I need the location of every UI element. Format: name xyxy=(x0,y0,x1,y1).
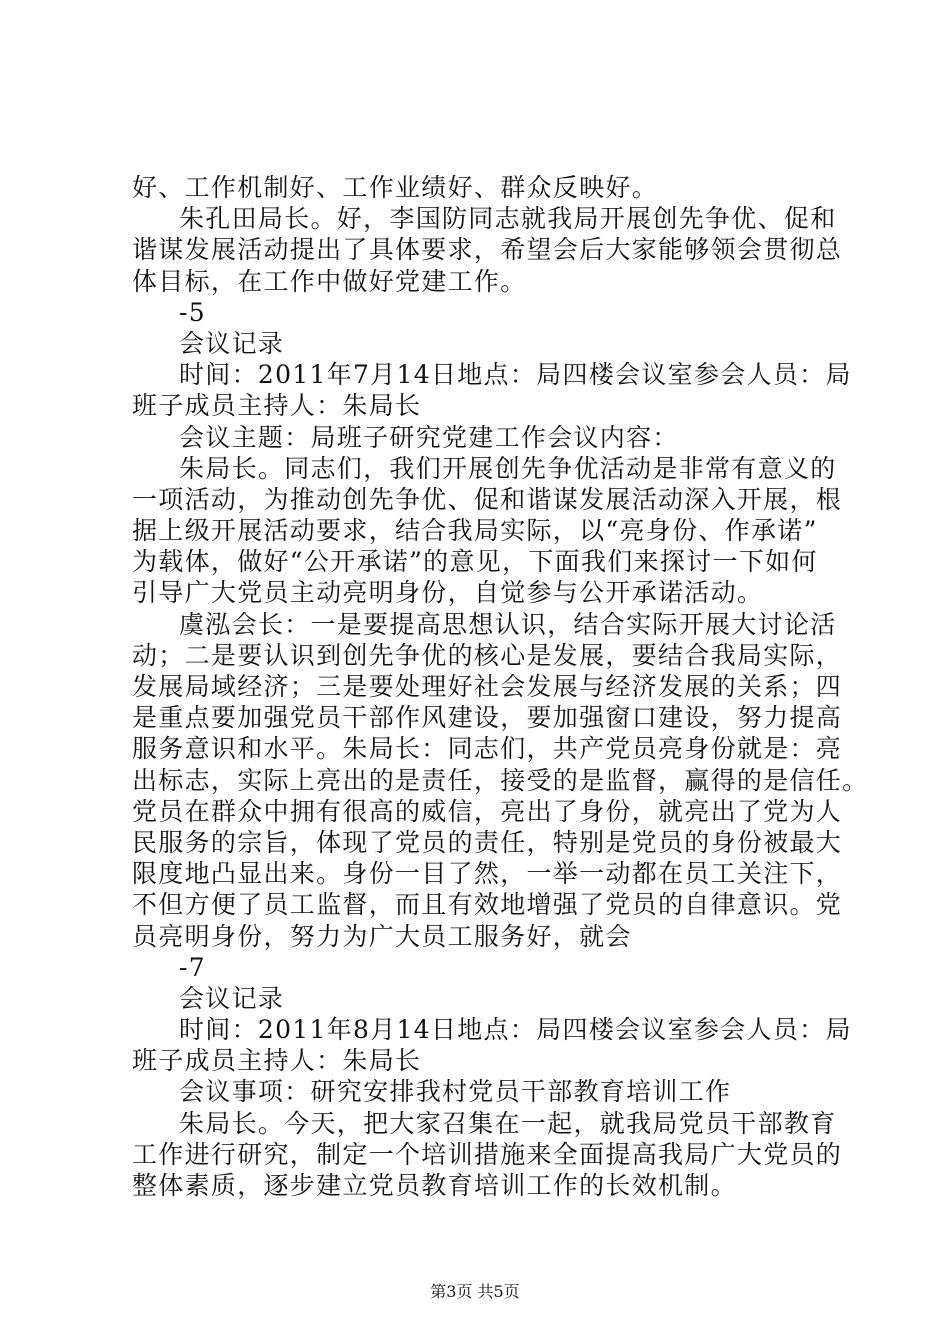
section-heading: 会议记录 xyxy=(179,328,285,358)
text-line: 时间：2011年8月14日地点：局四楼会议室参会人员：局 xyxy=(179,1015,852,1045)
text-line: 朱局长。同志们，我们开展创先争优活动是非常有意义的 xyxy=(179,453,837,483)
page-footer: 第3页 共5页 xyxy=(430,1282,520,1301)
text-line: 为载体，做好“公开承诺”的意见，下面我们来探讨一下如何 xyxy=(132,547,818,577)
text-line: 体目标，在工作中做好党建工作。 xyxy=(132,266,527,296)
text-line: 出标志，实际上亮出的是责任，接受的是监督，赢得的是信任。 xyxy=(132,765,869,795)
text-line: 班子成员主持人：朱局长 xyxy=(132,391,422,421)
text-line: 工作进行研究，制定一个培训措施来全面提高我局广大党员的 xyxy=(132,1139,843,1169)
text-line: 不但方便了员工监督，而且有效地增强了党员的自律意识。党 xyxy=(132,890,843,920)
page-marker: -7 xyxy=(179,952,206,982)
text-line: 时间：2011年7月14日地点：局四楼会议室参会人员：局 xyxy=(179,360,852,390)
text-line: 限度地凸显出来。身份一目了然，一举一动都在员工关注下， xyxy=(132,859,843,889)
text-line: 好、工作机制好、工作业绩好、群众反映好。 xyxy=(132,173,659,202)
text-line: 动；二是要认识到创先争优的核心是发展，要结合我局实际， xyxy=(132,640,843,670)
section-heading: 会议记录 xyxy=(179,983,285,1013)
text-line: 员亮明身份，努力为广大员工服务好，就会 xyxy=(132,921,632,951)
text-line: 会议事项：研究安排我村党员干部教育培训工作 xyxy=(179,1077,732,1107)
text-line: 虞泓会长：一是要提高思想认识，结合实际开展大讨论活 xyxy=(179,609,837,639)
text-line: 是重点要加强党员干部作风建设，要加强窗口建设，努力提高 xyxy=(132,703,843,733)
document-body xyxy=(132,172,869,1201)
text-line: 朱孔田局长。好，李国防同志就我局开展创先争优、促和 xyxy=(179,204,837,234)
text-line: 谐谋发展活动提出了具体要求，希望会后大家能够领会贯彻总 xyxy=(132,235,843,265)
page-marker: -5 xyxy=(179,297,206,327)
text-line: 一项活动，为推动创先争优、促和谐谋发展活动深入开展，根 xyxy=(132,484,843,514)
text-line: 引导广大党员主动亮明身份，自觉参与公开承诺活动。 xyxy=(132,578,764,608)
text-line: 民服务的宗旨，体现了党员的责任，特别是党员的身份被最大 xyxy=(132,827,843,857)
text-line: 整体素质，逐步建立党员教育培训工作的长效机制。 xyxy=(132,1171,737,1200)
text-line: 会议主题：局班子研究党建工作会议内容： xyxy=(179,422,679,452)
text-line: 服务意识和水平。朱局长：同志们，共产党员亮身份就是：亮 xyxy=(132,734,843,764)
text-line: 发展局域经济；三是要处理好社会发展与经济发展的关系；四 xyxy=(132,672,843,701)
text-line: 党员在群众中拥有很高的威信，亮出了身份，就亮出了党为人 xyxy=(132,796,843,826)
text-line: 据上级开展活动要求，结合我局实际，以“亮身份、作承诺” xyxy=(132,516,818,546)
text-line: 朱局长。今天，把大家召集在一起，就我局党员干部教育 xyxy=(179,1108,837,1138)
text-line: 班子成员主持人：朱局长 xyxy=(132,1046,422,1076)
